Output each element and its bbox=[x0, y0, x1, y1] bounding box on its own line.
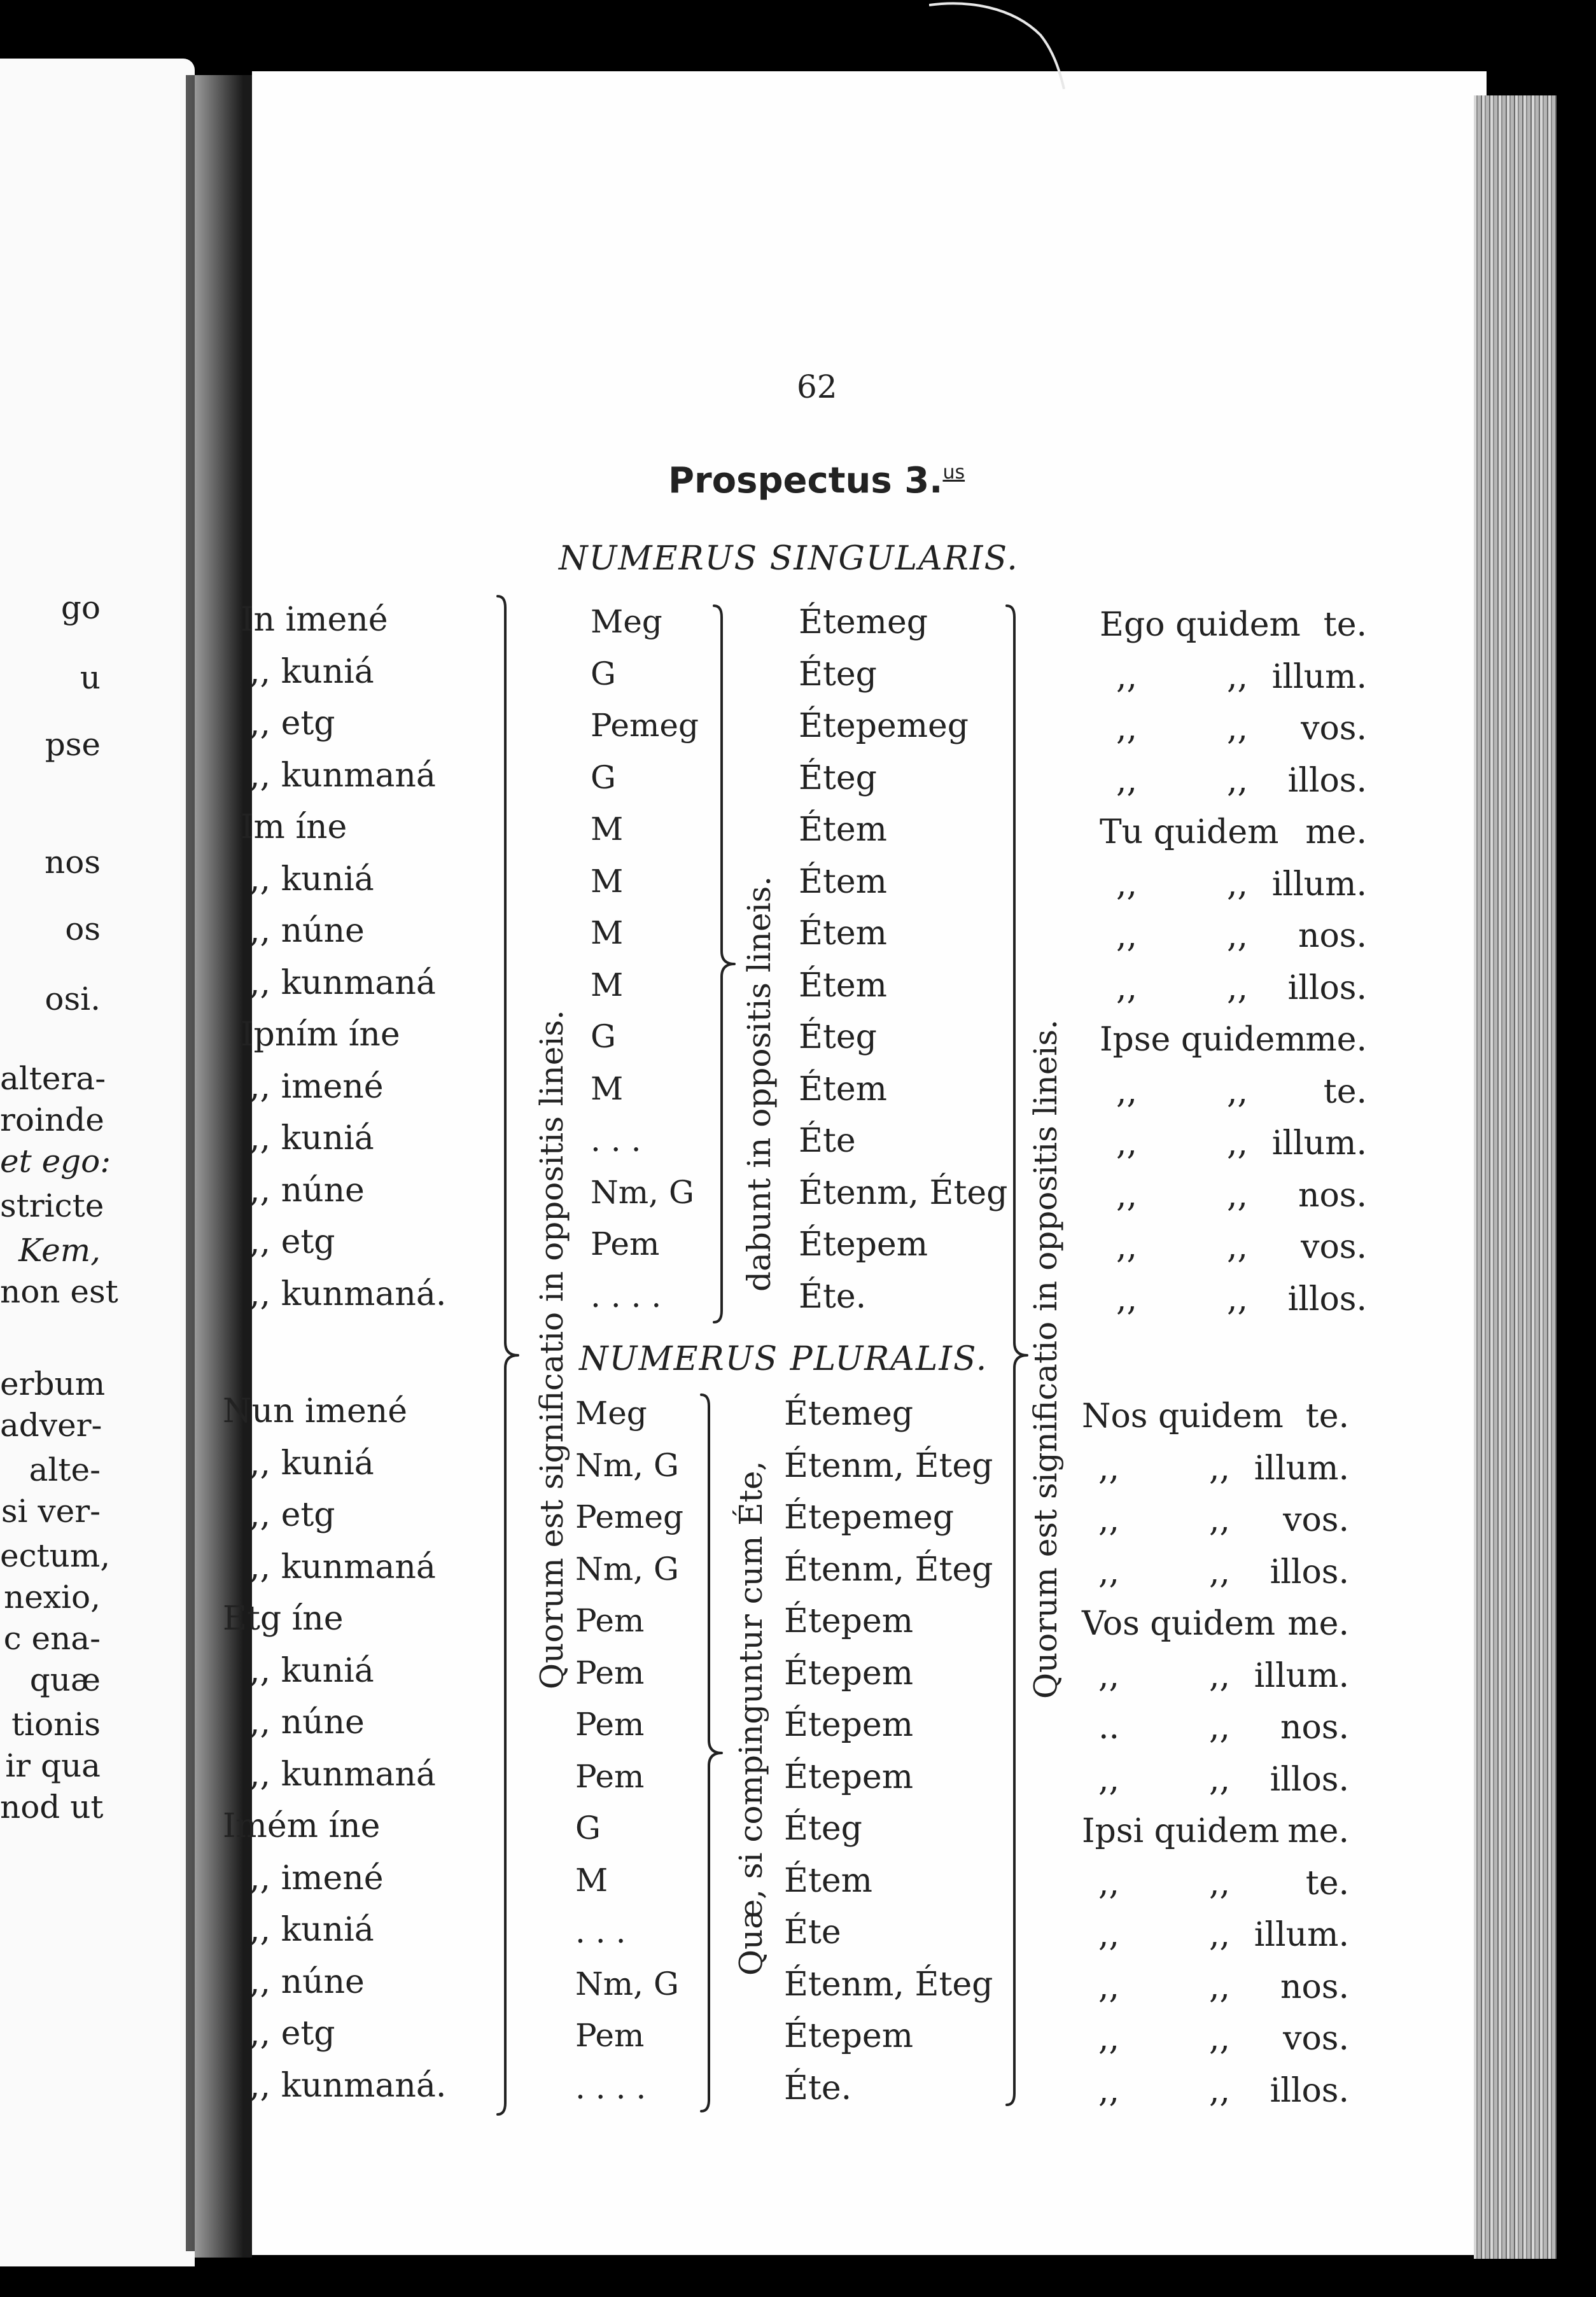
pronoun-brace bbox=[496, 595, 522, 2116]
ete-cell: Éte bbox=[799, 1122, 856, 1160]
form-cell: Pem bbox=[575, 1602, 645, 1639]
translation-cell bbox=[1082, 1656, 1349, 1695]
book-gutter bbox=[195, 75, 252, 2258]
left-page-fragment: nexio, bbox=[4, 1579, 101, 1616]
bookmark-thread bbox=[929, 0, 1069, 89]
form-cell: M bbox=[591, 811, 624, 848]
pronoun-cell: ,, núne bbox=[249, 1171, 365, 1210]
ditto-mark: ,, bbox=[1098, 1967, 1120, 2006]
left-page-fragment: nod ut bbox=[0, 1789, 104, 1826]
form-cell: Meg bbox=[591, 603, 662, 640]
translation-object: illos. bbox=[1270, 2071, 1349, 2110]
ditto-mark: ,, bbox=[1227, 917, 1249, 955]
forms-plural-brace bbox=[700, 1393, 725, 2112]
translation-cell bbox=[1100, 657, 1367, 696]
ditto-mark: ,, bbox=[1227, 1072, 1249, 1111]
ditto-mark: ,, bbox=[1209, 2071, 1231, 2110]
form-cell: Nm, G bbox=[575, 1550, 679, 1588]
translation-subject: Ipse quidem bbox=[1100, 1021, 1306, 1059]
form-cell: M bbox=[591, 1070, 624, 1107]
translation-cell bbox=[1100, 1124, 1367, 1162]
left-page-fragment: stricte bbox=[0, 1187, 104, 1224]
pronoun-cell: Im íne bbox=[241, 808, 347, 846]
page-title-superscript: us bbox=[942, 461, 965, 484]
ditto-mark: ,, bbox=[1227, 968, 1249, 1007]
pronoun-cell: Nun imené bbox=[223, 1392, 407, 1430]
ditto-mark: ,, bbox=[1116, 1176, 1138, 1215]
pronoun-cell: Imém íne bbox=[223, 1807, 381, 1845]
left-page-fragment: pse bbox=[45, 726, 101, 763]
form-cell: . . . . bbox=[575, 2069, 647, 2106]
ete-cell: Étepem bbox=[799, 1225, 928, 1264]
ditto-mark: ,, bbox=[1116, 1072, 1138, 1111]
pronoun-cell: In imené bbox=[241, 601, 388, 639]
form-cell: . . . . bbox=[591, 1277, 662, 1315]
translation-object: illum. bbox=[1271, 865, 1367, 904]
form-cell: M bbox=[591, 862, 624, 900]
ditto-mark: ,, bbox=[1098, 1760, 1120, 1799]
ditto-mark: ,, bbox=[1227, 1228, 1249, 1266]
translation-subject: Nos quidem bbox=[1082, 1397, 1284, 1435]
pronoun-cell: ,, kunmaná bbox=[249, 1547, 436, 1586]
translation-object: me. bbox=[1287, 1605, 1349, 1643]
translation-cell bbox=[1100, 1023, 1367, 1059]
translation-cell bbox=[1082, 1501, 1349, 1539]
left-page-fragment: ectum, bbox=[0, 1537, 111, 1574]
ditto-mark: ,, bbox=[1209, 1708, 1231, 1747]
ete-cell: Étem bbox=[799, 862, 887, 901]
translation-cell bbox=[1100, 813, 1367, 851]
ditto-mark: ,, bbox=[1209, 1656, 1231, 1695]
ditto-mark: ,, bbox=[1209, 1553, 1231, 1591]
left-page-fragment: altera- bbox=[0, 1060, 106, 1097]
pronoun-cell: ,, núne bbox=[249, 1703, 365, 1742]
left-page-fragment: quæ bbox=[29, 1661, 101, 1698]
ditto-mark: ,, bbox=[1209, 1501, 1231, 1539]
form-cell: Pem bbox=[575, 1706, 645, 1743]
page-title-text: Prospectus 3. bbox=[668, 460, 943, 501]
translation-object: illos. bbox=[1270, 1760, 1349, 1799]
translation-cell bbox=[1100, 1072, 1367, 1111]
translation-cell bbox=[1082, 1864, 1349, 1903]
ete-cell: Étepem bbox=[784, 1706, 913, 1744]
page-edges bbox=[1474, 95, 1557, 2259]
left-page-fragment: tionis bbox=[11, 1706, 101, 1743]
ete-cell: Éteg bbox=[784, 1810, 862, 1848]
form-cell: Nm, G bbox=[591, 1173, 694, 1211]
translation-object: illum. bbox=[1254, 1916, 1349, 1954]
ete-cell: Étepem bbox=[784, 1654, 913, 1693]
pronoun-cell: Ipním íne bbox=[241, 1016, 400, 1054]
translation-object: illum. bbox=[1271, 657, 1367, 696]
translation-cell bbox=[1082, 2022, 1349, 2058]
ete-cell: Éte. bbox=[799, 1277, 867, 1316]
translation-object: te. bbox=[1323, 1072, 1367, 1111]
ete-brace-label: Quorum est significatio in oppositis lineis. bbox=[1027, 1019, 1064, 1699]
translation-cell bbox=[1100, 1280, 1367, 1318]
ete-cell: Éte bbox=[784, 1913, 841, 1951]
translation-cell bbox=[1100, 968, 1367, 1007]
pronoun-cell: Etg íne bbox=[223, 1600, 344, 1638]
translation-cell bbox=[1082, 1967, 1349, 2006]
ete-cell: Étenm, Éteg bbox=[784, 1550, 993, 1589]
form-cell: Pem bbox=[591, 1225, 660, 1262]
translation-cell bbox=[1100, 1176, 1367, 1215]
translation-cell bbox=[1082, 1553, 1349, 1591]
forms-singular-label: dabunt in oppositis lineis. bbox=[741, 876, 778, 1292]
ete-cell: Éte. bbox=[784, 2069, 852, 2107]
pronoun-cell: ,, kuniá bbox=[249, 860, 374, 898]
ditto-mark: ,, bbox=[1098, 2071, 1120, 2110]
translation-object: illos. bbox=[1270, 1553, 1349, 1591]
ete-cell: Étepem bbox=[784, 1757, 913, 1796]
left-page-fragment: Kem, bbox=[18, 1232, 101, 1269]
form-cell: M bbox=[591, 966, 624, 1003]
ditto-mark: ,, bbox=[1209, 2020, 1231, 2058]
left-page-fragment: erbum bbox=[0, 1365, 106, 1402]
translation-subject: Ego quidem bbox=[1100, 606, 1301, 644]
ditto-mark: ,, bbox=[1209, 1449, 1231, 1488]
pronoun-brace-label: Quorum est significatio in oppositis lineis. bbox=[533, 1010, 570, 1689]
form-cell: Nm, G bbox=[575, 1965, 679, 2002]
ditto-mark: ,, bbox=[1227, 865, 1249, 904]
translation-cell bbox=[1082, 1760, 1349, 1799]
ditto-mark: ,, bbox=[1116, 1228, 1138, 1266]
pronoun-cell: ,, etg bbox=[249, 1223, 335, 1261]
form-cell: M bbox=[575, 1861, 608, 1899]
ditto-mark: ,, bbox=[1227, 1280, 1249, 1318]
ete-cell: Éteg bbox=[799, 655, 877, 694]
form-cell: . . . bbox=[591, 1122, 641, 1159]
ete-cell: Étem bbox=[799, 1070, 887, 1108]
ete-cell: Étemeg bbox=[799, 603, 928, 641]
translation-object: me. bbox=[1305, 813, 1367, 851]
ditto-mark: ,, bbox=[1209, 1967, 1231, 2006]
left-page-fragment: os bbox=[65, 911, 101, 947]
pronoun-cell: ,, kunmaná. bbox=[249, 2066, 447, 2105]
ditto-mark: ,, bbox=[1116, 1124, 1138, 1162]
translation-object: illos. bbox=[1287, 1280, 1367, 1318]
ditto-mark: ,, bbox=[1116, 1280, 1138, 1318]
translation-object: me. bbox=[1305, 1021, 1367, 1059]
ete-cell: Étepemeg bbox=[784, 1498, 955, 1537]
ditto-mark: ,, bbox=[1116, 657, 1138, 696]
ditto-mark: ,, bbox=[1209, 1916, 1231, 1954]
ditto-mark: ,, bbox=[1098, 1449, 1120, 1488]
pronoun-cell: ,, etg bbox=[249, 704, 335, 743]
pronoun-cell: ,, kuniá bbox=[249, 1119, 374, 1157]
form-cell: G bbox=[591, 1018, 616, 1055]
pronoun-cell: ,, etg bbox=[249, 2014, 335, 2053]
form-cell: . . . bbox=[575, 1913, 626, 1950]
translation-object: illum. bbox=[1271, 1124, 1367, 1162]
ditto-mark: ,, bbox=[1098, 1656, 1120, 1695]
form-cell: Pemeg bbox=[575, 1498, 683, 1535]
form-cell: G bbox=[591, 758, 616, 796]
translation-cell bbox=[1082, 1918, 1349, 1954]
left-page-fragment: et ego: bbox=[0, 1143, 111, 1180]
left-page-fragment: adver- bbox=[0, 1407, 102, 1444]
translation-cell bbox=[1082, 2071, 1349, 2110]
ditto-mark: ,, bbox=[1209, 1864, 1231, 1903]
ete-cell: Étemeg bbox=[784, 1395, 913, 1433]
section-plural-heading: NUMERUS PLURALIS. bbox=[579, 1340, 988, 1378]
ete-cell: Étem bbox=[784, 1861, 872, 1900]
form-cell: Pem bbox=[575, 1757, 645, 1795]
translation-object: vos. bbox=[1283, 1501, 1349, 1539]
form-cell: M bbox=[591, 914, 624, 951]
pronoun-cell: ,, kuniá bbox=[249, 1911, 374, 1949]
ete-cell: Étenm, Éteg bbox=[784, 1965, 993, 2004]
pronoun-cell: ,, núne bbox=[249, 1962, 365, 2001]
left-page-fragment: ir qua bbox=[5, 1747, 101, 1784]
left-page-fragment: go bbox=[60, 589, 101, 626]
pronoun-cell: ,, kunmaná bbox=[249, 756, 436, 795]
translation-object: illos. bbox=[1287, 761, 1367, 800]
ete-cell: Étepemeg bbox=[799, 707, 969, 745]
left-page-fragment: non est bbox=[0, 1273, 118, 1310]
pronoun-cell: ,, núne bbox=[249, 912, 365, 950]
translation-object: me. bbox=[1287, 1812, 1349, 1850]
translation-cell bbox=[1100, 865, 1367, 904]
form-cell: Pemeg bbox=[591, 707, 699, 744]
section-singular-heading: NUMERUS SINGULARIS. bbox=[559, 540, 1019, 578]
ditto-mark: ,, bbox=[1116, 917, 1138, 955]
translation-cell bbox=[1082, 1708, 1349, 1747]
translation-cell bbox=[1100, 1228, 1367, 1266]
translation-object: nos. bbox=[1298, 917, 1367, 955]
translation-subject: Vos quidem bbox=[1082, 1605, 1276, 1643]
ditto-mark: ,, bbox=[1227, 1124, 1249, 1162]
ete-cell: Étenm, Éteg bbox=[784, 1446, 993, 1485]
ditto-mark: ,, bbox=[1227, 657, 1249, 696]
pronoun-cell: ,, etg bbox=[249, 1496, 335, 1534]
ditto-mark: ,, bbox=[1098, 1864, 1120, 1903]
translation-object: te. bbox=[1305, 1864, 1349, 1903]
form-cell: Nm, G bbox=[575, 1446, 679, 1484]
translation-cell bbox=[1082, 1397, 1349, 1435]
ditto-mark: ,, bbox=[1116, 968, 1138, 1007]
form-cell: Pem bbox=[575, 2017, 645, 2054]
translation-object: vos. bbox=[1283, 2020, 1349, 2058]
translation-object: nos. bbox=[1280, 1708, 1349, 1747]
translation-object: vos. bbox=[1301, 1228, 1367, 1266]
left-page-fragment: si ver- bbox=[1, 1493, 101, 1530]
translation-cell bbox=[1100, 709, 1367, 748]
left-page-fragment: nos bbox=[45, 844, 101, 881]
pronoun-cell: ,, kuniá bbox=[249, 1651, 374, 1690]
ditto-mark: ,, bbox=[1116, 761, 1138, 800]
form-cell: Meg bbox=[575, 1395, 647, 1432]
left-page-fragment: roinde bbox=[0, 1101, 104, 1138]
left-page-fragment: osi. bbox=[45, 981, 101, 1017]
forms-singular-brace bbox=[713, 604, 738, 1323]
translation-cell bbox=[1082, 1607, 1349, 1643]
page-title bbox=[668, 460, 965, 501]
pronoun-cell: ,, imené bbox=[249, 1859, 384, 1897]
ditto-mark: ,, bbox=[1116, 709, 1138, 748]
translation-object: illos. bbox=[1287, 968, 1367, 1007]
ete-cell: Étem bbox=[799, 914, 887, 953]
form-cell: G bbox=[591, 655, 616, 692]
ditto-mark: ,, bbox=[1227, 1176, 1249, 1215]
ete-cell: Étem bbox=[799, 811, 887, 849]
ete-cell: Étem bbox=[799, 966, 887, 1005]
translation-object: te. bbox=[1323, 606, 1367, 644]
left-page-fragment: c ena- bbox=[3, 1620, 101, 1657]
ete-cell: Étepem bbox=[784, 2017, 913, 2055]
ditto-mark: ,, bbox=[1227, 761, 1249, 800]
ditto-mark: ,, bbox=[1098, 1553, 1120, 1591]
pronoun-cell: ,, kuniá bbox=[249, 652, 374, 691]
pronoun-cell: ,, kunmaná bbox=[249, 1755, 436, 1794]
pronoun-cell: ,, kunmaná. bbox=[249, 1274, 447, 1313]
ditto-mark: ,, bbox=[1098, 1501, 1120, 1539]
ete-cell: Étenm, Éteg bbox=[799, 1173, 1008, 1212]
translation-object: te. bbox=[1305, 1397, 1349, 1435]
translation-object: vos. bbox=[1301, 709, 1367, 748]
translation-object: nos. bbox=[1298, 1176, 1367, 1215]
translation-cell bbox=[1082, 1812, 1349, 1850]
translation-object: illum. bbox=[1254, 1449, 1349, 1488]
translation-object: nos. bbox=[1280, 1967, 1349, 2006]
forms-plural-label: Quæ, si compinguntur cum Éte, bbox=[732, 1460, 769, 1976]
ditto-mark: ,, bbox=[1098, 1916, 1120, 1954]
ditto-mark: ,, bbox=[1227, 709, 1249, 748]
translation-cell bbox=[1100, 919, 1367, 955]
form-cell: G bbox=[575, 1810, 601, 1847]
ditto-mark: ,, bbox=[1098, 2020, 1120, 2058]
translation-subject: Tu quidem bbox=[1100, 813, 1279, 851]
pronoun-cell: ,, kunmaná bbox=[249, 963, 436, 1002]
translation-cell bbox=[1100, 761, 1367, 800]
ditto-mark: ,, bbox=[1209, 1760, 1231, 1799]
translation-subject: Ipsi quidem bbox=[1082, 1812, 1280, 1850]
ete-cell: Éteg bbox=[799, 1018, 877, 1056]
left-page-fragment: u bbox=[80, 659, 101, 696]
ete-cell: Éteg bbox=[799, 758, 877, 797]
page-number: 62 bbox=[797, 368, 837, 405]
ete-cell: Étepem bbox=[784, 1602, 913, 1640]
translation-cell bbox=[1100, 608, 1367, 644]
left-page-fragment: alte- bbox=[29, 1451, 101, 1488]
ditto-mark: .. bbox=[1098, 1708, 1120, 1747]
ditto-mark: ,, bbox=[1116, 865, 1138, 904]
pronoun-cell: ,, imené bbox=[249, 1067, 384, 1106]
translation-cell bbox=[1082, 1449, 1349, 1488]
pronoun-cell: ,, kuniá bbox=[249, 1444, 374, 1483]
form-cell: Pem bbox=[575, 1654, 645, 1691]
translation-object: illum. bbox=[1254, 1656, 1349, 1695]
